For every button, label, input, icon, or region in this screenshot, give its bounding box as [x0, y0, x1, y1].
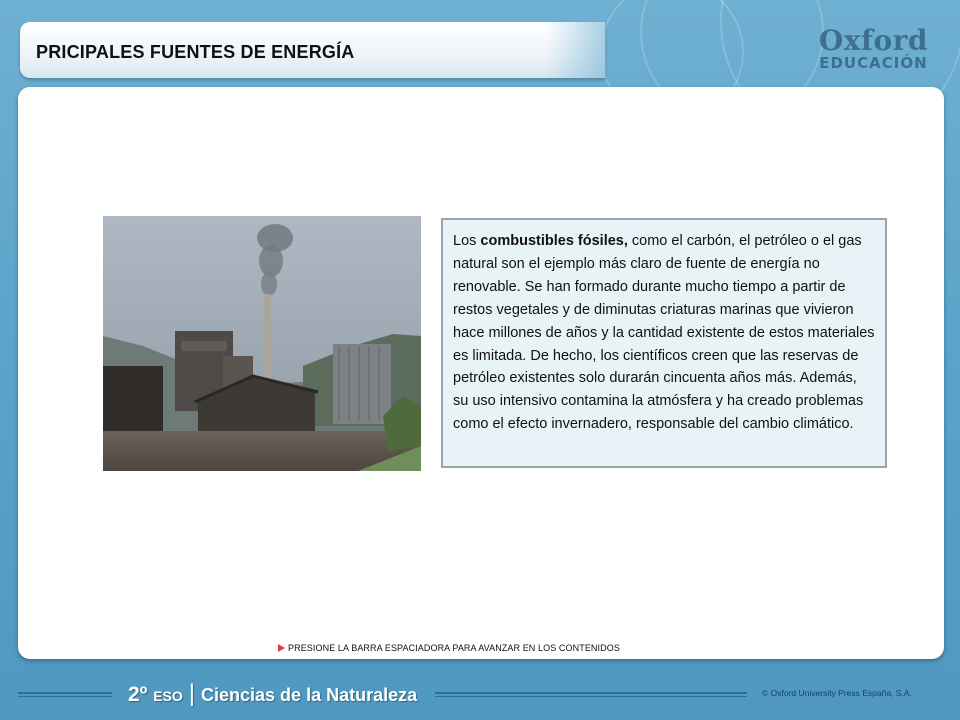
course-grade: 2º [128, 683, 148, 706]
course-subject: Ciencias de la Naturaleza [201, 685, 418, 705]
factory-photo-illustration [103, 216, 421, 471]
advance-hint-label: PRESIONE LA BARRA ESPACIADORA PARA AVANZAR EN LOS CONTENIDOS [288, 643, 620, 653]
title-bar [20, 22, 605, 78]
description-text-box [441, 218, 887, 468]
copyright-notice: © Oxford University Press España, S.A. [762, 688, 912, 698]
footer-divider-right [435, 692, 747, 694]
course-separator: | [188, 680, 196, 707]
page-title: PRICIPALES FUENTES DE ENERGÍA [36, 42, 355, 62]
course-level: ESO [153, 688, 183, 704]
play-arrow-icon [278, 644, 285, 652]
course-label [128, 680, 417, 708]
advance-hint[interactable] [278, 643, 620, 653]
oxford-logo [818, 24, 928, 72]
footer-divider-left [18, 692, 112, 694]
content-panel [18, 87, 944, 659]
logo-text-oxford: Oxford [818, 24, 928, 57]
footer-divider-right-thin [435, 696, 747, 697]
paragraph-body: como el carbón, el petróleo o el gas natural son el ejemplo más claro de fuente de energía no renovable. Se han formado durante mucho tiempo a partir de restos vegetales y de diminutas criaturas marinas que vivieron hace millones de años y la cantidad existente de estos materiales es limitada. De hecho, los científicos creen que las reservas de petróleo existentes solo durarán cincuenta años más. Además, su uso intensivo contamina la atmósfera y ha creado problemas como el efecto invernadero, responsable del cambio climático. [453, 233, 875, 433]
factory-photo [103, 216, 421, 471]
logo-text-educacion: EDUCACIÓN [819, 54, 928, 72]
footer-divider-left-thin [18, 696, 112, 697]
paragraph-intro: Los [453, 233, 481, 249]
paragraph-keyword: combustibles fósiles, [480, 233, 628, 249]
